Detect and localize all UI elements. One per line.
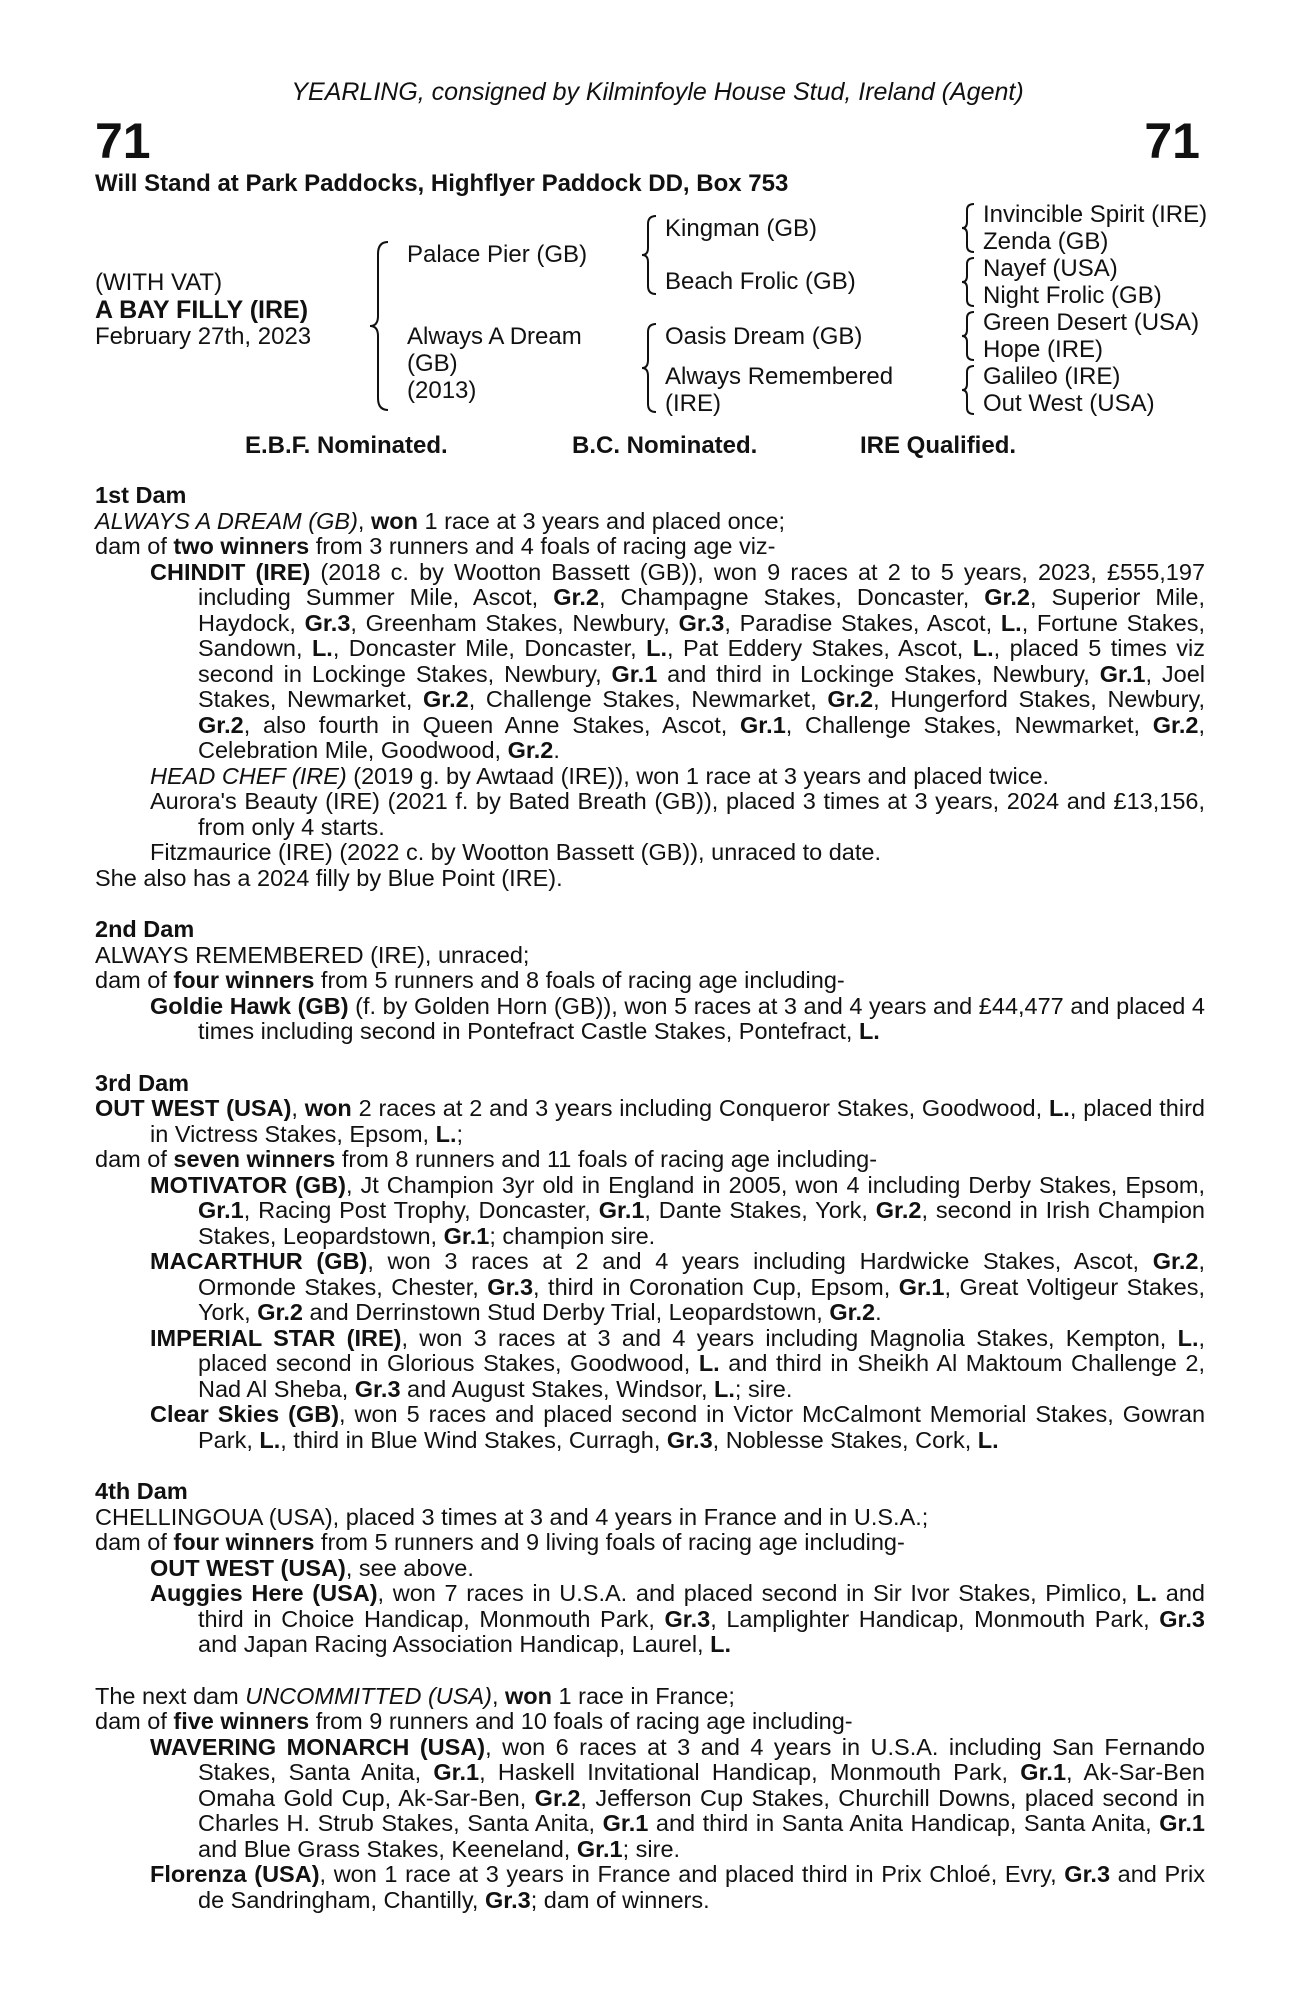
- progeny-florenza: [95, 1862, 1205, 1913]
- goldie-text: (f. by Golden Horn (GB)), won 5 races at 3 and 4 years and £44,477 and placed 4 times including second in Pontefract Castle Stakes, Pontefract, L.: [198, 992, 1206, 1044]
- pedigree-dam-dam-line2: (IRE): [665, 390, 721, 417]
- nextdam-record: The next dam UNCOMMITTED (USA), won 1 race in France;: [95, 1682, 735, 1709]
- florenza-text: , won 1 race at 3 years in France and placed third in Prix Chloé, Evry, Gr.3 and Prix de Sandringham, Chantilly, Gr.3; dam of winners.: [198, 1861, 1205, 1913]
- progeny-wavering-monarch: [95, 1735, 1205, 1863]
- pedigree-dam-line2: (GB): [407, 350, 458, 377]
- pedigree-sd-dam: Night Frolic (GB): [983, 282, 1162, 309]
- dam4-dam-of: [95, 1530, 1205, 1556]
- dam4-line1: CHELLINGOUA (USA), placed 3 times at 3 and 4 years in France and in U.S.A.;: [95, 1503, 929, 1530]
- florenza-name: Florenza (USA): [150, 1861, 320, 1887]
- dam3-won: won: [304, 1095, 352, 1121]
- pedigree-brace-g2: [960, 256, 976, 308]
- horse-name: A BAY FILLY (IRE): [95, 296, 309, 324]
- dam3-record: OUT WEST (USA), won 2 races at 2 and 3 years including Conqueror Stakes, Goodwood, L., placed third in Victress Stakes, Epsom, L.;: [95, 1095, 1205, 1147]
- nextdam-winners: five winners: [173, 1708, 310, 1734]
- ebf-nominated: E.B.F. Nominated.: [245, 432, 448, 459]
- horse-dob: February 27th, 2023: [95, 323, 312, 350]
- dam2-winners: four winners: [173, 967, 315, 993]
- dam2-dam-of-pre: dam of: [95, 967, 174, 993]
- dam1-winners: two winners: [173, 533, 310, 559]
- dam4-heading: 4th Dam: [95, 1478, 188, 1504]
- bc-nominated: B.C. Nominated.: [572, 432, 758, 459]
- progeny-fitzmaurice: Fitzmaurice (IRE) (2022 c. by Wootton Bassett (GB)), unraced to date.: [150, 839, 881, 865]
- dam3-record-text: 2 races at 2 and 3 years including Conqueror Stakes, Goodwood, L., placed third in Victress Stakes, Epsom, L.;: [150, 1095, 1205, 1147]
- dam3-dam-of: [95, 1147, 1205, 1173]
- progeny-clear-skies: [95, 1402, 1205, 1453]
- dam1-dam-of-pre: dam of: [95, 533, 174, 559]
- outwest-name: OUT WEST (USA): [150, 1554, 346, 1581]
- lot-number-right: 71: [1144, 113, 1200, 169]
- dam1-record-text: 1 race at 3 years and placed once;: [417, 507, 786, 534]
- pedigree-brace-dam: [640, 322, 658, 414]
- pedigree-ds-sire: Green Desert (USA): [983, 309, 1200, 336]
- ire-qualified: IRE Qualified.: [860, 432, 1017, 459]
- dam1-won: won: [370, 507, 418, 534]
- progeny-motivator: [95, 1173, 1205, 1250]
- dam3-winners: seven winners: [173, 1146, 336, 1172]
- dam2-dam-of: [95, 968, 1205, 994]
- progeny-goldie-hawk: [95, 994, 1205, 1045]
- progeny-aurora: Aurora's Beauty (IRE) (2021 f. by Bated Breath (GB)), placed 3 times at 3 years, 2024 and £13,156, from only 4 starts.: [150, 788, 1205, 840]
- dam1-name: ALWAYS A DREAM (GB): [95, 507, 358, 534]
- pedigree-brace-g3: [960, 310, 976, 362]
- stand-location: Will Stand at Park Paddocks, Highflyer Paddock DD, Box 753: [95, 170, 789, 197]
- dam3-heading: 3rd Dam: [95, 1069, 190, 1096]
- dam1-also: She also has a 2024 filly by Blue Point (IRE).: [95, 864, 563, 891]
- outwest-text: , see above.: [345, 1554, 474, 1581]
- lot-number-left: 71: [95, 113, 151, 169]
- pedigree-brace-main: [368, 240, 390, 412]
- pedigree-dam-sire: Oasis Dream (GB): [665, 323, 863, 350]
- dam4-dam-of-post: from 5 runners and 9 living foals of racing age including-: [314, 1529, 905, 1555]
- pedigree-ss-sire: Invincible Spirit (IRE): [983, 201, 1208, 228]
- clear-text: , won 5 races and placed second in Victor McCalmont Memorial Stakes, Gowran Park, L., third in Blue Wind Stakes, Curragh, Gr.3, Noblesse Stakes, Cork, L.: [198, 1401, 1206, 1453]
- dam3-name: OUT WEST (USA): [95, 1095, 292, 1121]
- dam-records: [95, 483, 1205, 1913]
- dam2-heading: 2nd Dam: [95, 916, 195, 942]
- macarthur-text: , won 3 races at 2 and 4 years including Hardwicke Stakes, Ascot, Gr.2, Ormonde Stakes, Chester, Gr.3, third in Coronation Cup, Epsom, Gr.1, Great Voltigeur Stakes, York, Gr.2 and Derrinstown Stud Derby Trial, Leopardstown, Gr.2.: [198, 1248, 1206, 1325]
- progeny-head-chef: [95, 764, 1205, 790]
- pedigree-ds-dam: Hope (IRE): [983, 336, 1104, 363]
- motivator-name: MOTIVATOR (GB): [150, 1171, 346, 1198]
- wavering-name: WAVERING MONARCH (USA): [150, 1733, 486, 1760]
- pedigree-sire-dam: Beach Frolic (GB): [665, 268, 856, 295]
- motivator-text: , Jt Champion 3yr old in England in 2005, won 4 including Derby Stakes, Epsom, Gr.1, Racing Post Trophy, Doncaster, Gr.1, Dante Stakes, York, Gr.2, second in Irish Champion Stakes, Leopardstown, Gr.1; champion sire.: [198, 1171, 1206, 1249]
- pedigree-sire-sire: Kingman (GB): [665, 215, 818, 242]
- dam1-heading: 1st Dam: [95, 482, 187, 508]
- progeny-imperial-star: [95, 1326, 1205, 1403]
- nextdam-record-text: 1 race in France;: [552, 1682, 735, 1709]
- progeny-chindit: [95, 560, 1205, 764]
- nextdam-pre: The next dam: [95, 1682, 246, 1709]
- macarthur-name: MACARTHUR (GB): [150, 1248, 368, 1274]
- imperial-text: , won 3 races at 3 and 4 years including Magnolia Stakes, Kempton, L., placed second in Glorious Stakes, Goodwood, L. and third in Sheikh Al Maktoum Challenge 2, Nad Al Sheba, Gr.3 and August Stakes, Windsor, L.; sire.: [198, 1324, 1206, 1402]
- pedigree-dd-sire: Galileo (IRE): [983, 363, 1121, 390]
- clear-name: Clear Skies (GB): [150, 1401, 340, 1427]
- nextdam-dam-of-post: from 9 runners and 10 foals of racing age including-: [309, 1708, 853, 1734]
- dam4-dam-of-pre: dam of: [95, 1529, 174, 1555]
- headchef-name: HEAD CHEF (IRE): [150, 762, 347, 789]
- nextdam-dam-of: [95, 1709, 1205, 1735]
- pedigree-dd-dam: Out West (USA): [983, 390, 1155, 417]
- pedigree-dam-line1: Always A Dream: [407, 323, 582, 350]
- pedigree-brace-g1: [960, 202, 976, 254]
- imperial-name: IMPERIAL STAR (IRE): [150, 1324, 402, 1351]
- dam1-record: ALWAYS A DREAM (GB), won 1 race at 3 years and placed once;: [95, 507, 786, 534]
- dam1-dam-of-post: from 3 runners and 4 foals of racing age viz-: [309, 533, 776, 559]
- wavering-text: , won 6 races at 3 and 4 years in U.S.A. including San Fernando Stakes, Santa Anita, Gr.1, Haskell Invitational Handicap, Monmouth Park, Gr.1, Ak-Sar-Ben Omaha Gold Cup, Ak-Sar-Ben, Gr.2, Jefferson Cup Stakes, Churchill Downs, placed second in Charles H. Strub Stakes, Santa Anita, Gr.1 and third in Santa Anita Handicap, Santa Anita, Gr.1 and Blue Grass Stakes, Keeneland, Gr.1; sire.: [198, 1733, 1206, 1862]
- pedigree-brace-sire: [640, 214, 658, 296]
- headchef-text: (2019 g. by Awtaad (IRE)), won 1 race at 3 years and placed twice.: [346, 762, 1050, 789]
- nextdam-won: won: [505, 1682, 553, 1709]
- progeny-auggies-here: [95, 1581, 1205, 1658]
- dam3-dam-of-pre: dam of: [95, 1146, 174, 1172]
- dam3-dam-of-post: from 8 runners and 11 foals of racing age including-: [335, 1146, 878, 1172]
- nextdam-name: UNCOMMITTED (USA): [245, 1682, 492, 1709]
- vat-note: (WITH VAT): [95, 269, 223, 296]
- dam2-dam-of-post: from 5 runners and 8 foals of racing age including-: [314, 967, 845, 993]
- chindit-name: CHINDIT (IRE): [150, 558, 311, 585]
- dam4-winners: four winners: [173, 1529, 315, 1555]
- pedigree-dam-dam-line1: Always Remembered: [665, 363, 894, 390]
- pedigree-dam-line3: (2013): [407, 377, 477, 404]
- pedigree-sire: Palace Pier (GB): [407, 241, 588, 268]
- nextdam-dam-of-pre: dam of: [95, 1708, 174, 1734]
- auggies-text: , won 7 races in U.S.A. and placed second in Sir Ivor Stakes, Pimlico, L. and third in Choice Handicap, Monmouth Park, Gr.3, Lamplighter Handicap, Monmouth Park, Gr.3 and Japan Racing Association Handicap, Laurel, L.: [198, 1580, 1205, 1657]
- consignor-line: YEARLING, consigned by Kilminfoyle House Stud, Ireland (Agent): [291, 78, 1024, 106]
- pedigree-sd-sire: Nayef (USA): [983, 255, 1118, 282]
- pedigree-brace-g4: [960, 364, 976, 416]
- progeny-out-west: [95, 1556, 1205, 1582]
- progeny-macarthur: [95, 1249, 1205, 1326]
- chindit-text: (2018 c. by Wootton Bassett (GB)), won 9 races at 2 to 5 years, 2023, £555,197 including Summer Mile, Ascot, Gr.2, Champagne Stakes, Doncaster, Gr.2, Superior Mile, Haydock, Gr.3, Greenham Stakes, Newbury, Gr.3, Paradise Stakes, Ascot, L., Fortune Stakes, Sandown, L., Doncaster Mile, Doncaster, L., Pat Eddery Stakes, Ascot, L., placed 5 times viz second in Lockinge Stakes, Newbury, Gr.1 and third in Lockinge Stakes, Newbury, Gr.1, Joel Stakes, Newmarket, Gr.2, Challenge Stakes, Newmarket, Gr.2, Hungerford Stakes, Newbury, Gr.2, also fourth in Queen Anne Stakes, Ascot, Gr.1, Challenge Stakes, Newmarket, Gr.2, Celebration Mile, Goodwood, Gr.2.: [198, 558, 1206, 763]
- dam2-line1: ALWAYS REMEMBERED (IRE), unraced;: [95, 941, 530, 968]
- goldie-name: Goldie Hawk (GB): [150, 992, 349, 1019]
- dam1-dam-of: [95, 534, 1205, 560]
- pedigree-ss-dam: Zenda (GB): [983, 228, 1109, 255]
- auggies-name: Auggies Here (USA): [150, 1580, 378, 1606]
